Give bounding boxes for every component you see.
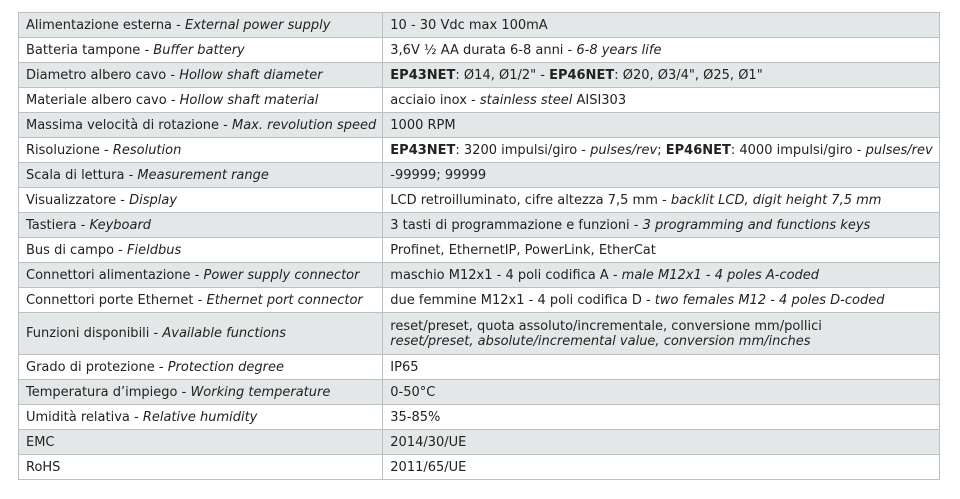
table-row [19, 88, 940, 113]
value-text-en: pulses/rev [590, 142, 658, 158]
label-en: Ethernet port connector [206, 292, 363, 308]
label-en: Working temperature [190, 384, 331, 400]
spec-label [19, 13, 383, 38]
value-text: maschio M12x1 - 4 poli codifica A - [390, 267, 622, 283]
value-text: 0-50°C [390, 384, 436, 400]
table-row [19, 380, 940, 405]
table-row [19, 313, 940, 355]
table-row [19, 263, 940, 288]
label-en: Power supply connector [203, 267, 360, 283]
value-text: 35-85% [390, 409, 441, 425]
value-text: LCD retroilluminato, cifre altezza 7,5 mm - [390, 192, 671, 208]
label-sep: - [114, 242, 128, 258]
spec-label [19, 380, 383, 405]
table-row [19, 455, 940, 480]
table-row [19, 188, 940, 213]
spec-label [19, 188, 383, 213]
spec-label [19, 263, 383, 288]
spec-value [383, 88, 940, 113]
value-text: reset/preset, quota assoluto/incrementale, conversione mm/pollici [390, 318, 822, 334]
value-text-en: two females M12 - 4 poles D-coded [654, 292, 885, 308]
table-row [19, 163, 940, 188]
value-text-en: stainless steel [479, 92, 573, 108]
label-it: Visualizzatore [26, 192, 117, 208]
label-en: Measurement range [137, 167, 269, 183]
value-text: 3 tasti di programmazione e funzioni - [390, 217, 643, 233]
label-en: Keyboard [89, 217, 152, 233]
value-text: : Ø14, Ø1/2" - [455, 67, 550, 83]
table-row [19, 63, 940, 88]
spec-value [383, 113, 940, 138]
label-en: Protection degree [167, 359, 284, 375]
spec-label [19, 63, 383, 88]
value-text-en: backlit LCD, digit height 7,5 mm [670, 192, 882, 208]
label-sep: - [193, 292, 207, 308]
value-text: 3,6V ½ AA durata 6-8 anni - [390, 42, 577, 58]
label-it: RoHS [26, 459, 61, 475]
label-it: Connettori porte Ethernet [26, 292, 194, 308]
table-row [19, 238, 940, 263]
spec-value [383, 263, 940, 288]
spec-label [19, 113, 383, 138]
spec-label [19, 38, 383, 63]
label-en: Fieldbus [127, 242, 182, 258]
label-it: Grado di protezione [26, 359, 155, 375]
label-it: Scala di lettura [26, 167, 125, 183]
label-it: Risoluzione [26, 142, 100, 158]
label-sep: - [177, 384, 191, 400]
value-sep: ; [657, 142, 666, 158]
label-it: Connettori alimentazione [26, 267, 191, 283]
spec-value [383, 13, 940, 38]
label-en: Max. revolution speed [231, 117, 377, 133]
value-text: -99999; 99999 [390, 167, 487, 183]
value-text-en: pulses/rev [865, 142, 933, 158]
value-text: : 4000 impulsi/giro - [730, 142, 866, 158]
spec-value [383, 455, 940, 480]
table-row [19, 13, 940, 38]
label-sep: - [99, 142, 113, 158]
spec-value [383, 63, 940, 88]
model-name: EP43NET [390, 142, 456, 158]
value-text: IP65 [390, 359, 419, 375]
label-sep: - [124, 167, 138, 183]
spec-value [383, 288, 940, 313]
label-en: Relative humidity [142, 409, 258, 425]
label-en: External power supply [185, 17, 331, 33]
value-text-en: reset/preset, absolute/incremental value, conversion mm/inches [390, 333, 811, 349]
label-it: EMC [26, 434, 55, 450]
label-it: Materiale albero cavo [26, 92, 167, 108]
value-text: 10 - 30 Vdc max 100mA [390, 17, 548, 33]
label-en: Hollow shaft diameter [179, 67, 323, 83]
label-en: Resolution [112, 142, 182, 158]
spec-label [19, 430, 383, 455]
table-row [19, 138, 940, 163]
label-it: Tastiera [26, 217, 77, 233]
label-it: Funzioni disponibili [26, 326, 150, 341]
spec-label [19, 405, 383, 430]
label-en: Available functions [162, 326, 286, 341]
spec-value [383, 138, 940, 163]
value-text: : 3200 impulsi/giro - [455, 142, 591, 158]
table-row [19, 288, 940, 313]
spec-table [18, 12, 940, 480]
table-row [19, 405, 940, 430]
spec-label [19, 88, 383, 113]
spec-label [19, 163, 383, 188]
label-en: Buffer battery [153, 42, 245, 58]
label-it: Bus di campo [26, 242, 115, 258]
table-row [19, 38, 940, 63]
label-en: Display [129, 192, 178, 208]
spec-label [19, 355, 383, 380]
value-text-en: 6-8 years life [576, 42, 662, 58]
label-it: Diametro albero cavo [26, 67, 167, 83]
label-sep: - [166, 67, 180, 83]
label-sep: - [154, 359, 168, 375]
value-text: acciaio inox - [390, 92, 480, 108]
label-it: Temperatura d’impiego [26, 384, 178, 400]
table-row [19, 430, 940, 455]
spec-value [383, 188, 940, 213]
model-name: EP43NET [390, 67, 456, 83]
spec-value [383, 213, 940, 238]
label-it: Massima velocità di rotazione [26, 117, 220, 133]
spec-label [19, 238, 383, 263]
value-text: due femmine M12x1 - 4 poli codifica D - [390, 292, 655, 308]
table-row [19, 355, 940, 380]
spec-value [383, 430, 940, 455]
spec-label [19, 288, 383, 313]
spec-value [383, 313, 940, 355]
model-name: EP46NET [665, 142, 731, 158]
value-text: AISI303 [572, 92, 627, 108]
spec-value [383, 38, 940, 63]
spec-label [19, 455, 383, 480]
spec-value [383, 380, 940, 405]
model-name: EP46NET [549, 67, 615, 83]
spec-value [383, 405, 940, 430]
value-text-en: 3 programming and functions keys [642, 217, 871, 233]
spec-value [383, 355, 940, 380]
label-sep: - [172, 17, 185, 33]
value-text: 2014/30/UE [390, 434, 467, 450]
label-it: Alimentazione esterna [26, 17, 173, 33]
value-text: 1000 RPM [390, 117, 456, 133]
label-it: Batteria tampone [26, 42, 141, 58]
spec-label [19, 138, 383, 163]
label-sep: - [116, 192, 130, 208]
label-en: Hollow shaft material [179, 92, 319, 108]
value-text: : Ø20, Ø3/4", Ø25, Ø1" [614, 67, 763, 83]
table-row [19, 213, 940, 238]
label-sep: - [129, 409, 143, 425]
table-row [19, 113, 940, 138]
label-sep: - [149, 326, 163, 341]
value-text-en: male M12x1 - 4 poles A-coded [621, 267, 820, 283]
spec-value [383, 238, 940, 263]
label-sep: - [219, 117, 232, 133]
spec-label [19, 313, 383, 355]
label-sep: - [166, 92, 180, 108]
label-it: Umidità relativa [26, 409, 130, 425]
spec-label [19, 213, 383, 238]
value-text: 2011/65/UE [390, 459, 467, 475]
label-sep: - [140, 42, 154, 58]
label-sep: - [190, 267, 204, 283]
label-sep: - [76, 217, 90, 233]
value-text: Profinet, EthernetIP, PowerLink, EtherCat [390, 242, 656, 258]
spec-value [383, 163, 940, 188]
